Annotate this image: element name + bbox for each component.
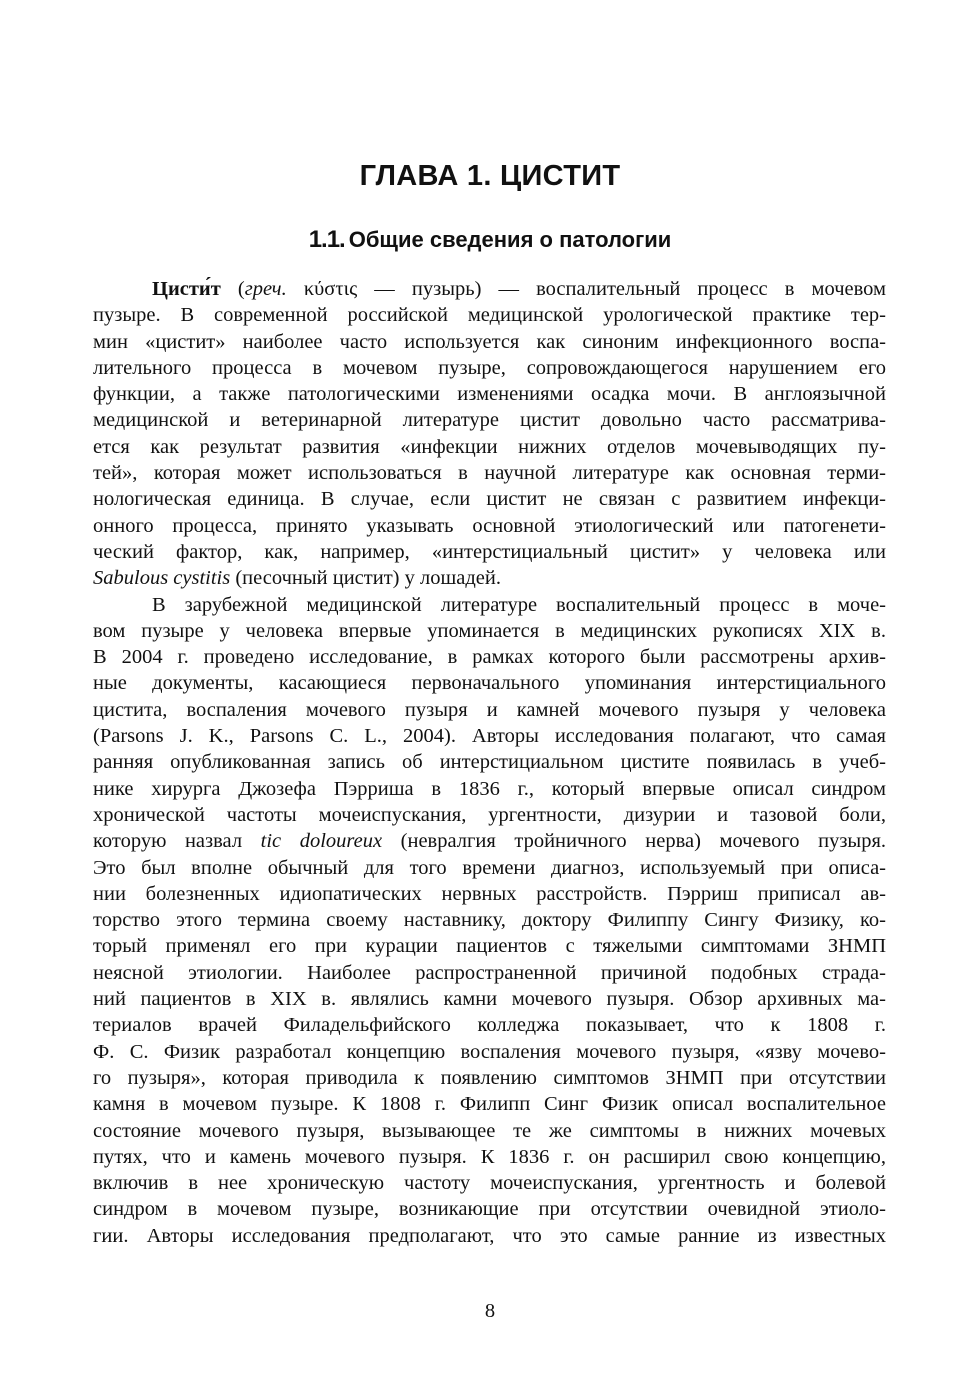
text-line: Sabulous cystitis (песочный цистит) у лошадей. bbox=[93, 567, 501, 590]
chapter-title: ГЛАВА 1. ЦИСТИТ bbox=[359, 160, 621, 192]
text-line: мин «цистит» наиболее часто используется как синоним инфекционного воспа- bbox=[93, 330, 886, 353]
body-text bbox=[93, 276, 886, 1249]
text-line: камня в мочевом пузыре. К 1808 г. Филипп Синг Физик описал воспалительное bbox=[93, 1093, 886, 1116]
text-line: путях, что и камень мочевого пузыря. К 1836 г. он расширил свою концепцию, bbox=[93, 1145, 886, 1168]
text-line: ний пациентов в XIX в. являлись камни мочевого пузыря. Обзор архивных ма- bbox=[93, 988, 886, 1011]
text-line: включив в нее хроническую частоту мочеиспускания, ургентность и болевой bbox=[93, 1172, 886, 1195]
latin-term: tic doloureux bbox=[260, 830, 383, 853]
text-line: Ф. С. Физик разработал концепцию воспаления мочевого пузыря, «язву мочево- bbox=[93, 1040, 886, 1063]
text-line: торство этого термина своему наставнику, доктору Филиппу Сингу Физику, ко- bbox=[93, 909, 886, 932]
text-line: цистита, воспаления мочевого пузыря и камней мочевого пузыря у человека bbox=[93, 698, 886, 721]
text-line: Цисти́т (греч. κύστις — пузырь) — воспалительный процесс в мочевом bbox=[152, 278, 886, 300]
text-line: териалов врачей Филадельфийского колледжа показывает, что к 1808 г. bbox=[93, 1014, 886, 1037]
text-line: вом пузыре у человека впервые упоминается в медицинских рукописях XIX в. bbox=[93, 619, 886, 642]
text-line: онного процесса, принято указывать основной этиологический или патогенети- bbox=[93, 514, 886, 537]
section-heading-text: Общие сведения о патологии bbox=[348, 227, 672, 252]
text-line: тей», которая может использоваться в научной литературе как основная терми- bbox=[93, 462, 886, 485]
text-line: нологическая единица. В случае, если цистит не связан с развитием инфекци- bbox=[93, 488, 886, 511]
text-line: неясной этиологии. Наиболее распространенной причиной подобных страда- bbox=[93, 961, 886, 984]
text-line: Это был вполне обычный для того времени диагноз, используемый при описа- bbox=[93, 856, 886, 879]
text-line: функции, а также патологическими изменениями осадка мочи. В англоязычной bbox=[93, 383, 886, 406]
section-title bbox=[0, 226, 980, 254]
text-line: ные документы, касающиеся первоначального упоминания интерстициального bbox=[93, 672, 886, 695]
page-number: 8 bbox=[484, 1300, 496, 1322]
text-line: синдром в мочевом пузыре, возникающие при отсутствии очевидной этиоло- bbox=[93, 1198, 886, 1221]
text-line: которую назвал tic doloureux (невралгия тройничного нерва) мочевого пузыря. bbox=[93, 830, 887, 853]
greek-label: греч. bbox=[244, 278, 287, 300]
text-line: нике хирурга Джозефа Пэрриша в 1836 г., который впервые описал синдром bbox=[93, 777, 886, 800]
text-line: хронической частоты мочеиспускания, ургентности, дизурии и тазовой боли, bbox=[93, 803, 886, 826]
text-line: состояние мочевого пузыря, вызывающее те же симптомы в нижних мочевых bbox=[93, 1119, 886, 1142]
text-line: В зарубежной медицинской литературе воспалительный процесс в моче- bbox=[152, 593, 886, 616]
text-line: лительного процесса в мочевом пузыре, сопровождающегося нарушением его bbox=[93, 356, 886, 379]
section-number: 1.1. bbox=[308, 226, 345, 253]
paragraph-intro bbox=[93, 276, 886, 592]
text-line: пузыре. В современной российской медицинской урологической практике тер- bbox=[93, 304, 886, 327]
text-line: В 2004 г. проведено исследование, в рамках которого были рассмотрены архив- bbox=[93, 646, 886, 669]
text-line: торый применял его при курации пациентов с тяжелыми симптомами ЗНМП bbox=[93, 935, 886, 958]
term-bold: Цисти́т bbox=[152, 278, 221, 300]
text-line: ческий фактор, как, например, «интерстициальный цистит» у человека или bbox=[93, 540, 886, 563]
text-line: медицинской и ветеринарной литературе цистит довольно часто рассматрива- bbox=[93, 409, 886, 432]
text-line: ранняя опубликованная запись об интерстициальном цистите появилась в учеб- bbox=[93, 751, 886, 774]
text-line: гии. Авторы исследования предполагают, что это самые ранние из известных bbox=[93, 1224, 886, 1247]
text-line: (Parsons J. K., Parsons C. L., 2004). Авторы исследования полагают, что самая bbox=[93, 725, 886, 748]
latin-term: Sabulous cystitis bbox=[93, 567, 231, 590]
text-line: ется как результат развития «инфекции нижних отделов мочевыводящих пу- bbox=[93, 435, 886, 458]
paragraph-history bbox=[93, 592, 886, 1249]
text-line: нии болезненных идиопатических нервных расстройств. Пэрриш приписал ав- bbox=[93, 882, 886, 905]
text-line: го пузыря», которая приводила к появлению симптомов ЗНМП при отсутствии bbox=[93, 1066, 886, 1089]
